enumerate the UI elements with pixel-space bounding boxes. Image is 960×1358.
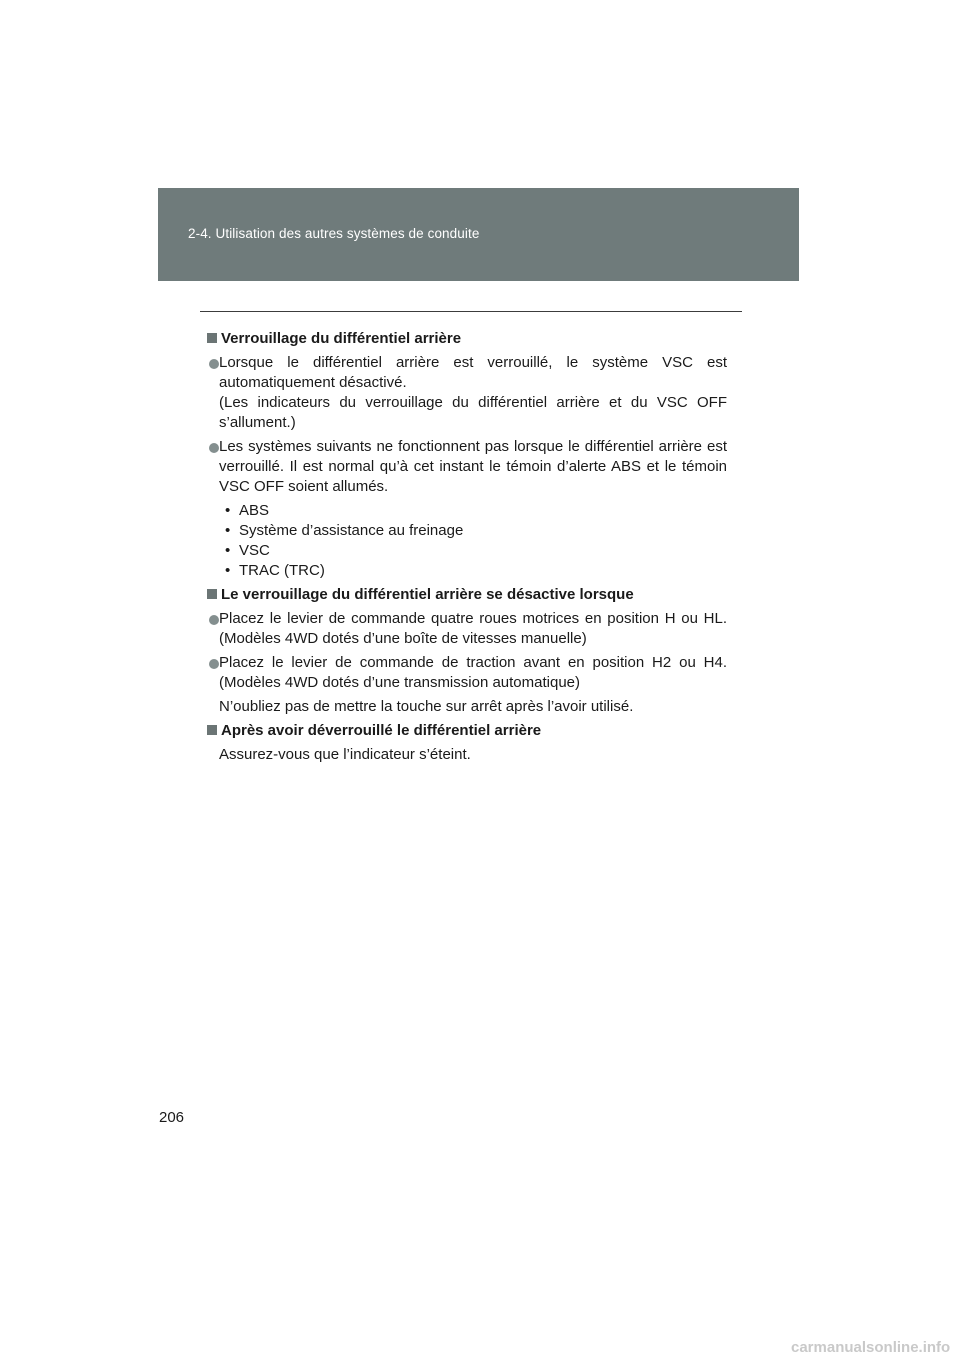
list-item-text: Les systèmes suivants ne fonctionnent pas lorsque le différentiel arrière est verrouillé. Il est normal qu’à cet instant le témoin d’alerte ABS et le témoin VSC OFF soient allumés. bbox=[219, 438, 727, 495]
circle-bullet-icon bbox=[209, 359, 219, 369]
divider-rule bbox=[200, 311, 742, 312]
square-bullet-icon bbox=[207, 725, 217, 735]
square-bullet-icon bbox=[207, 589, 217, 599]
small-bullet-icon: • bbox=[225, 522, 231, 539]
list-item-text: Lorsque le différentiel arrière est verrouillé, le système VSC est automatiquement désactivé. bbox=[219, 354, 727, 391]
section-title: 2-4. Utilisation des autres systèmes de conduite bbox=[188, 226, 480, 241]
sub-list-item: • TRAC (TRC) bbox=[219, 561, 727, 581]
section-heading: Verrouillage du différentiel arrière bbox=[207, 329, 727, 349]
paragraph: N’oubliez pas de mettre la touche sur arrêt après l’avoir utilisé. bbox=[219, 698, 634, 715]
page-number: 206 bbox=[159, 1109, 185, 1126]
main-content bbox=[207, 329, 727, 769]
list-item-text: Placez le levier de commande de traction avant en position H2 ou H4. (Modèles 4WD dotés d’une transmission automatique) bbox=[219, 654, 727, 691]
small-bullet-icon: • bbox=[225, 502, 231, 519]
watermark: carmanualsonline.info bbox=[791, 1339, 951, 1356]
list-item bbox=[207, 437, 727, 497]
paragraph: Assurez-vous que l’indicateur s’éteint. bbox=[219, 746, 471, 763]
list-item bbox=[207, 653, 727, 693]
header-band bbox=[158, 188, 799, 281]
small-bullet-icon: • bbox=[225, 562, 231, 579]
circle-bullet-icon bbox=[209, 615, 219, 625]
sub-list bbox=[207, 501, 727, 581]
section-heading: Après avoir déverrouillé le différentiel arrière bbox=[207, 721, 727, 741]
small-bullet-icon: • bbox=[225, 542, 231, 559]
list-item bbox=[207, 353, 727, 433]
sub-list-item: • VSC bbox=[219, 541, 727, 561]
square-bullet-icon bbox=[207, 333, 217, 343]
sub-list-item: • Système d’assistance au freinage bbox=[219, 521, 727, 541]
sub-list-item: • ABS bbox=[219, 501, 727, 521]
circle-bullet-icon bbox=[209, 443, 219, 453]
circle-bullet-icon bbox=[209, 659, 219, 669]
list-item-text: Placez le levier de commande quatre roues motrices en position H ou HL. (Modèles 4WD dotés d’une boîte de vitesses manuelle) bbox=[219, 610, 727, 647]
section-heading: Le verrouillage du différentiel arrière se désactive lorsque bbox=[207, 585, 727, 605]
list-item-note: (Les indicateurs du verrouillage du différentiel arrière et du VSC OFF s’allument.) bbox=[219, 394, 727, 431]
list-item bbox=[207, 609, 727, 649]
